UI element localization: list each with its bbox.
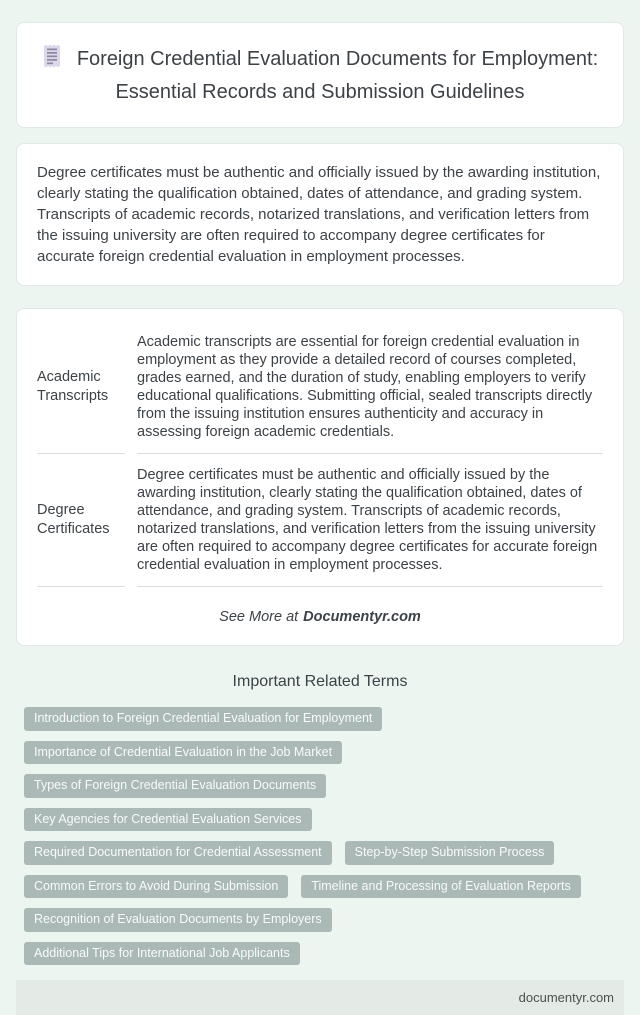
related-term-tag[interactable]: Introduction to Foreign Credential Evaluation for Employment xyxy=(24,707,382,731)
related-terms-tags xyxy=(16,707,624,965)
related-term-tag[interactable]: Timeline and Processing of Evaluation Reports xyxy=(301,875,580,899)
documents-table-card xyxy=(16,308,624,646)
description-cell: Academic transcripts are essential for foreign credential evaluation in employment as they provide a detailed record of courses completed, grades earned, and the duration of study, enabling employers to verify educational qualifications. Submitting official, sealed transcripts directly from the issuing institution ensures authenticity and accuracy in assessing foreign academic credentials. xyxy=(137,321,603,454)
summary-card xyxy=(16,143,624,286)
footer-bar xyxy=(16,980,624,1015)
term-cell: Academic Transcripts xyxy=(37,321,125,454)
documents-table xyxy=(25,321,615,587)
summary-text: Degree certificates must be authentic and officially issued by the awarding institution, clearly stating the qualification obtained, dates of attendance, and grading system. Transcripts of academic records, notarized translations, and verification letters from the issuing university are often required to accompany degree certificates for accurate foreign credential evaluation in employment processes. xyxy=(37,164,601,265)
related-term-tag[interactable]: Key Agencies for Credential Evaluation Services xyxy=(24,808,312,832)
related-term-tag[interactable]: Recognition of Evaluation Documents by Employers xyxy=(24,908,332,932)
description-cell: Degree certificates must be authentic and officially issued by the awarding institution, clearly stating the qualification obtained, dates of attendance, and grading system. Transcripts of academic records, notarized translations, and verification letters from the issuing university are often required to accompany degree certificates for accurate foreign credential evaluation in employment processes. xyxy=(137,454,603,587)
see-more-prefix: See More at xyxy=(219,609,299,625)
related-term-tag[interactable]: Common Errors to Avoid During Submission xyxy=(24,875,288,899)
related-term-tag[interactable]: Importance of Credential Evaluation in the Job Market xyxy=(24,741,342,765)
related-term-tag[interactable]: Step-by-Step Submission Process xyxy=(345,841,555,865)
related-term-tag[interactable]: Types of Foreign Credential Evaluation Documents xyxy=(24,774,326,798)
see-more-line xyxy=(37,609,603,625)
related-term-tag[interactable]: Required Documentation for Credential Assessment xyxy=(24,841,332,865)
footer-domain-text: documentyr.com xyxy=(518,990,614,1005)
table-row xyxy=(37,321,603,454)
page-title xyxy=(35,43,605,107)
term-cell: Degree Certificates xyxy=(37,454,125,587)
receipt-icon xyxy=(42,43,63,78)
title-card xyxy=(16,22,624,128)
table-row xyxy=(37,454,603,587)
page-title-text: Foreign Credential Evaluation Documents for Employment: Essential Records and Submission Guidelines xyxy=(76,48,599,103)
related-terms-heading: Important Related Terms xyxy=(232,673,408,690)
brand-link[interactable]: Documentyr.com xyxy=(303,609,421,625)
related-term-tag[interactable]: Additional Tips for International Job Applicants xyxy=(24,942,300,966)
